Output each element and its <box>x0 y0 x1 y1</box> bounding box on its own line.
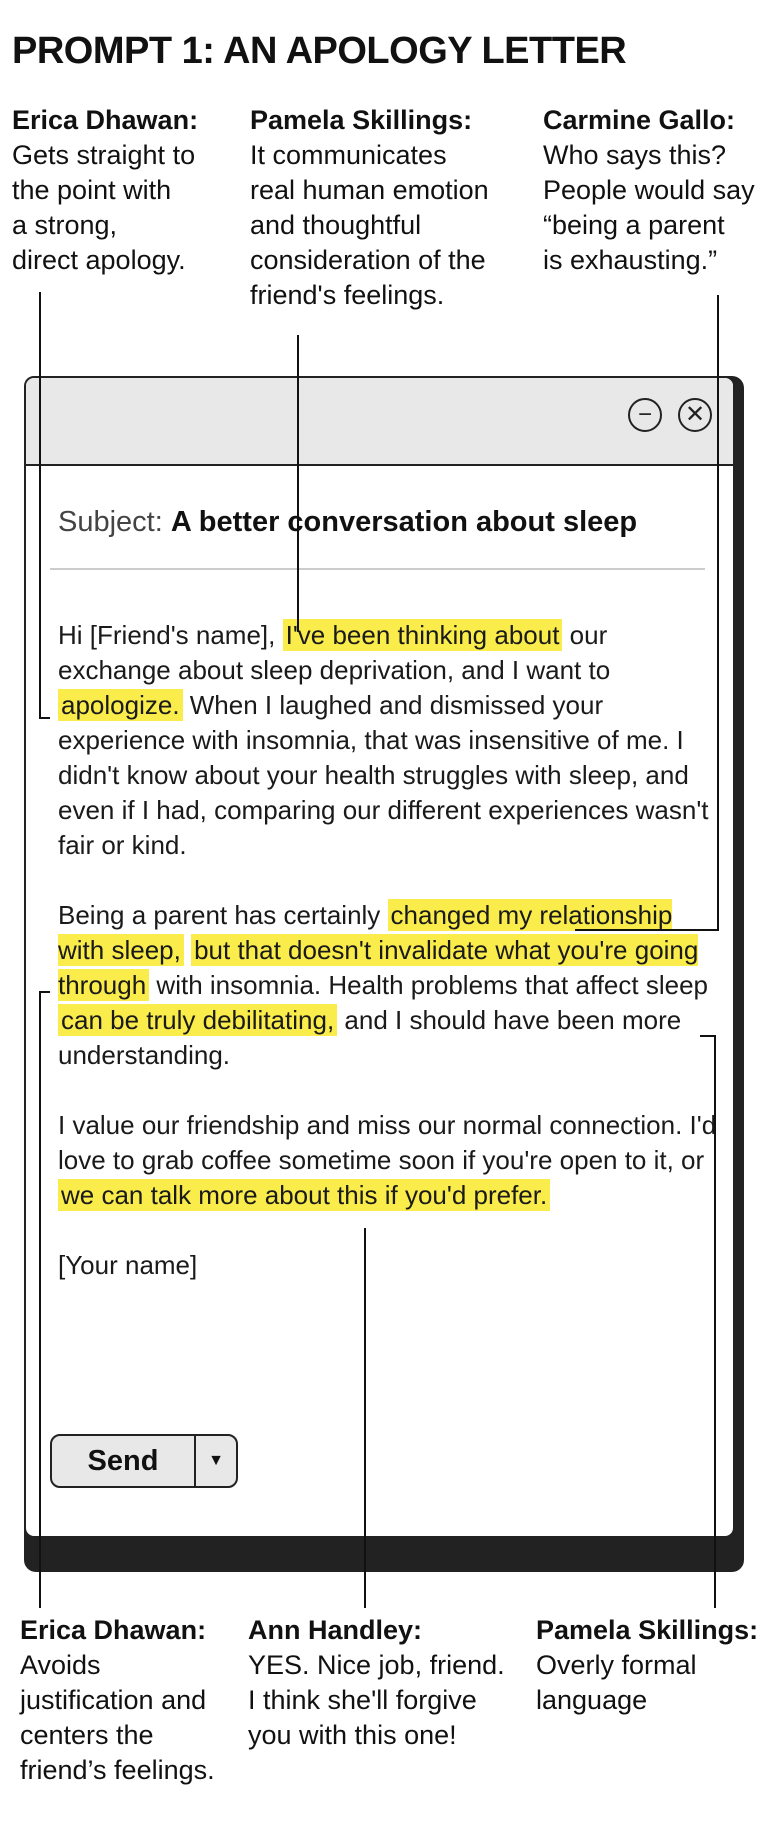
email-text: I value our friendship and miss our normal connection. I'd love to grab coffee sometime soon if you're open to it, or <box>58 1110 717 1175</box>
email-text: Hi [Friend's name], <box>58 620 283 650</box>
comment-top-erica-dhawan <box>12 103 212 278</box>
minus-circle-icon[interactable]: − <box>628 398 662 432</box>
comment-text: Overly formal language <box>536 1650 697 1715</box>
email-text: with insomnia. Health problems that affect sleep <box>149 970 708 1000</box>
email-subject <box>58 506 637 539</box>
comment-author: Erica Dhawan: <box>20 1615 207 1645</box>
comment-bottom-pamela-skillings <box>536 1613 766 1718</box>
comment-author: Ann Handley: <box>248 1615 423 1645</box>
comment-text: Who says this? People would say “being a parent is exhausting.” <box>543 140 755 275</box>
comment-bottom-erica-dhawan <box>20 1613 240 1788</box>
caret-down-icon[interactable]: ▼ <box>208 1452 224 1469</box>
comment-bottom-ann-handley <box>248 1613 528 1753</box>
comment-top-pamela-skillings <box>250 103 520 313</box>
comment-author: Pamela Skillings: <box>536 1615 759 1645</box>
email-window <box>24 376 735 1538</box>
email-paragraph <box>58 898 718 1073</box>
subject-divider <box>50 568 705 570</box>
subject-label: Subject: <box>58 506 163 538</box>
email-text: and I should have been more understanding. <box>58 1005 682 1070</box>
comment-text: It communicates real human emotion and thoughtful consideration of the friend's feelings. <box>250 140 489 310</box>
email-body <box>58 618 718 1318</box>
email-text: our exchange about sleep deprivation, and I want to <box>58 620 611 685</box>
email-paragraph <box>58 1108 718 1213</box>
email-paragraph <box>58 618 718 863</box>
highlight-truly-debilitating: can be truly debilitating, <box>58 1004 337 1036</box>
highlight-doesnt-invalidate: but that doesn't invalidate what you're going through <box>58 935 699 1000</box>
highlight-talk-more: we can talk more about this if you'd prefer. <box>58 1179 550 1211</box>
email-text <box>184 935 191 965</box>
email-text: Being a parent has certainly <box>58 900 388 930</box>
send-button[interactable]: Send <box>52 1436 196 1486</box>
comment-top-carmine-gallo <box>543 103 763 278</box>
subject-value: A better conversation about sleep <box>170 506 638 538</box>
highlight-changed-relationship: changed my relationship with sleep, <box>58 900 673 965</box>
comment-author: Erica Dhawan: <box>12 105 199 135</box>
comment-author: Carmine Gallo: <box>543 105 736 135</box>
comment-author: Pamela Skillings: <box>250 105 473 135</box>
comment-text: Gets straight to the point with a strong, direct apology. <box>12 140 196 275</box>
email-signature: [Your name] <box>58 1250 198 1280</box>
comment-text: YES. Nice job, friend. I think she'll forgive you with this one! <box>248 1650 505 1750</box>
highlight-thinking-about: I've been thinking about <box>283 619 563 651</box>
comment-text: Avoids justification and centers the friend’s feelings. <box>20 1650 215 1785</box>
page-title: PROMPT 1: AN APOLOGY LETTER <box>12 30 627 72</box>
x-circle-icon[interactable]: ✕ <box>678 398 712 432</box>
send-button-group <box>50 1434 238 1488</box>
email-text: When I laughed and dismissed your experience with insomnia, that was insensitive of me. I didn't know about your health struggles with sleep, and even if I had, comparing our different experiences wasn't fair or kind. <box>58 690 709 860</box>
highlight-apologize: apologize. <box>58 689 183 721</box>
window-titlebar <box>26 378 733 466</box>
